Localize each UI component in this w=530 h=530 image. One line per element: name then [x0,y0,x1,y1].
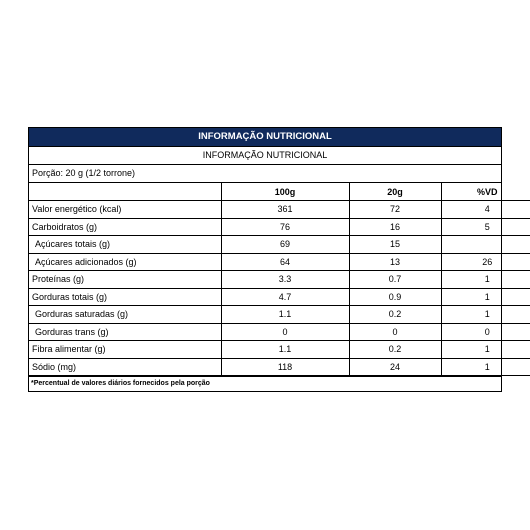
nutrient-row [29,201,530,219]
nutrient-name: Açúcares adicionados (g) [29,253,221,271]
value-percent-dv: 1 [441,306,530,324]
value-100g: 118 [221,358,349,376]
value-percent-dv [441,236,530,254]
value-20g: 72 [349,201,441,219]
nutrient-name: Açúcares totais (g) [29,236,221,254]
value-percent-dv: 4 [441,201,530,219]
nutrient-row [29,253,530,271]
nutrient-name: Proteínas (g) [29,271,221,289]
nutrient-grid [29,183,530,376]
nutrient-row [29,236,530,254]
value-100g: 0 [221,323,349,341]
value-100g: 4.7 [221,288,349,306]
value-100g: 69 [221,236,349,254]
nutrient-name: Gorduras trans (g) [29,323,221,341]
nutrient-row [29,341,530,359]
column-header-vd: %VD [441,183,530,201]
nutrient-row [29,323,530,341]
value-100g: 3.3 [221,271,349,289]
value-20g: 0 [349,323,441,341]
value-20g: 24 [349,358,441,376]
value-20g: 0.7 [349,271,441,289]
header-row [29,183,530,201]
nutrient-row [29,218,530,236]
value-100g: 64 [221,253,349,271]
nutrient-name: Gorduras saturadas (g) [29,306,221,324]
portion-size: Porção: 20 g (1/2 torrone) [29,165,501,183]
nutrient-name: Fibra alimentar (g) [29,341,221,359]
value-percent-dv: 26 [441,253,530,271]
value-20g: 0.2 [349,341,441,359]
value-20g: 0.9 [349,288,441,306]
value-20g: 0.2 [349,306,441,324]
value-percent-dv: 0 [441,323,530,341]
nutrition-facts-table [28,127,502,392]
value-100g: 76 [221,218,349,236]
value-20g: 16 [349,218,441,236]
value-percent-dv: 1 [441,288,530,306]
nutrient-name: Sódio (mg) [29,358,221,376]
nutrient-name: Gorduras totais (g) [29,288,221,306]
value-20g: 15 [349,236,441,254]
footnote: *Percentual de valores diários fornecidos pela porção [29,376,501,391]
nutrient-name: Valor energético (kcal) [29,201,221,219]
banner-title: INFORMAÇÃO NUTRICIONAL [29,128,501,147]
value-20g: 13 [349,253,441,271]
value-percent-dv: 1 [441,341,530,359]
column-header-100g: 100g [221,183,349,201]
value-percent-dv: 1 [441,358,530,376]
value-100g: 1.1 [221,306,349,324]
value-percent-dv: 1 [441,271,530,289]
column-header-nutrient [29,183,221,201]
nutrient-row [29,288,530,306]
nutrient-row [29,358,530,376]
value-percent-dv: 5 [441,218,530,236]
nutrient-row [29,306,530,324]
nutrient-name: Carboidratos (g) [29,218,221,236]
nutrient-row [29,271,530,289]
table-subtitle: INFORMAÇÃO NUTRICIONAL [29,147,501,165]
column-header-20g: 20g [349,183,441,201]
value-100g: 1.1 [221,341,349,359]
value-100g: 361 [221,201,349,219]
